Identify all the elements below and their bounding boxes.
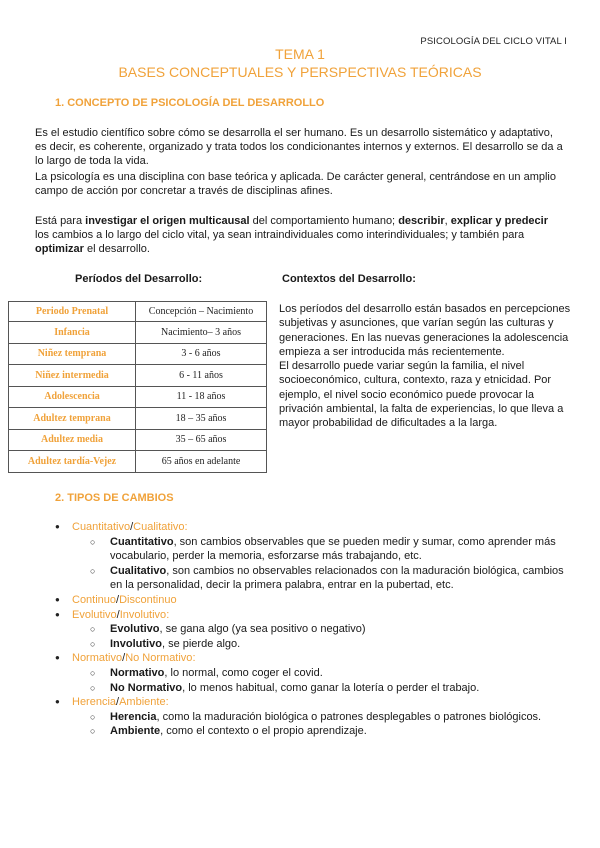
list-item [55, 608, 575, 652]
sub-description: , se pierde algo. [161, 637, 241, 650]
period-name: Infancia [9, 322, 136, 344]
period-age-range: Concepción – Nacimiento [136, 302, 267, 322]
change-types-list [55, 520, 575, 739]
contexts-paragraph-2: El desarrollo puede variar según la familia, el nivel socioeconómico, cultura, contexto, raza y etnicidad. Por ejemplo, el nivel socio económico puede provocar la privación ambiental, la falta de experiencias, lo que lleva a mayor probabilidad de dificultades a la larga. [279, 360, 564, 430]
sub-description: , son cambios no observables relacionados con la maduración biológica, cambios en la personalidad, decir la primera palabra, entrar en la pubertad, etc. [110, 564, 564, 592]
change-type-b: Involutivo [119, 608, 167, 621]
course-header: PSICOLOGÍA DEL CICLO VITAL I [420, 36, 567, 47]
table-row [9, 302, 267, 322]
item-suffix: : [184, 521, 188, 533]
separator: / [130, 521, 134, 533]
period-age-range: 35 – 65 años [136, 429, 267, 451]
change-type-a: Continuo [72, 593, 117, 606]
sub-description: , como la maduración biológica o patrones desplegables o patrones biológicos. [156, 710, 542, 723]
period-name: Adultez temprana [9, 408, 136, 430]
list-item [55, 593, 575, 608]
sub-list-item [72, 637, 575, 652]
contexts-paragraph-1: Los períodos del desarrollo están basados en percepciones subjetivas y asunciones, que varían según las culturas y generaciones. En las nuevas generaciones la adolescencia empieza a ser introducida más recientemente. [279, 303, 571, 358]
change-type-b: Cualitativo [133, 521, 185, 533]
sub-list [72, 622, 575, 651]
period-name: Adultez media [9, 429, 136, 451]
sub-list [72, 666, 575, 695]
table-row [9, 365, 267, 387]
change-type-a: Evolutivo [72, 608, 117, 621]
sub-description: , son cambios observables que se pueden medir y sumar, como aprender más vocabulario, perder la memoria, esforzarse más trabajando, etc. [110, 535, 556, 563]
separator: / [116, 696, 120, 709]
separator: / [122, 652, 126, 665]
table-row [9, 408, 267, 430]
list-item [55, 651, 575, 695]
definition-paragraph: Es el estudio científico sobre cómo se desarrolla el ser humano. Es un desarrollo sistemático y adaptativo, es decir, es coherente, organizado y trata todos los condicionantes internos y externos. El desarrollo se da a lo largo de toda la vida. [35, 127, 563, 167]
list-item [55, 520, 575, 593]
sub-description: , lo normal, como coger el covid. [164, 666, 323, 679]
table-row [9, 386, 267, 408]
sub-term: No Normativo [110, 681, 183, 694]
sub-list-item [72, 681, 575, 696]
sub-list [72, 535, 575, 593]
list-item [55, 695, 575, 739]
sub-list [72, 710, 575, 739]
period-age-range: 6 - 11 años [136, 365, 267, 387]
sub-term: Cualitativo [110, 564, 167, 577]
table-row [9, 343, 267, 365]
page-title: TEMA 1 [275, 46, 325, 62]
period-age-range: 3 - 6 años [136, 343, 267, 365]
period-name: Niñez temprana [9, 343, 136, 365]
sub-list-item [72, 666, 575, 681]
sub-term: Evolutivo [110, 623, 160, 636]
separator: / [116, 593, 120, 606]
change-type-a: Normativo [72, 652, 123, 665]
sub-description: , lo menos habitual, como ganar la lotería o perder el trabajo. [182, 681, 480, 694]
sub-term: Cuantitativo [110, 535, 174, 548]
change-type-b: Discontinuo [119, 593, 177, 606]
sub-term: Involutivo [110, 637, 162, 650]
contexts-heading: Contextos del Desarrollo: [282, 273, 416, 285]
page-subtitle: BASES CONCEPTUALES Y PERSPECTIVAS TEÓRICAS [118, 64, 482, 80]
section-1-heading: 1. CONCEPTO DE PSICOLOGÍA DEL DESARROLLO [55, 97, 325, 109]
item-suffix: : [192, 652, 196, 665]
periods-heading: Períodos del Desarrollo: [75, 273, 203, 285]
sub-term: Herencia [110, 710, 157, 723]
table-row [9, 429, 267, 451]
contexts-text [279, 302, 571, 431]
sub-list-item [72, 564, 575, 593]
period-name: Adolescencia [9, 386, 136, 408]
period-age-range: 18 – 35 años [136, 408, 267, 430]
change-type-a: Cuantitativo [72, 521, 131, 533]
period-name: Niñez intermedia [9, 365, 136, 387]
period-age-range: 11 - 18 años [136, 386, 267, 408]
period-age-range: Nacimiento– 3 años [136, 322, 267, 344]
sub-list-item [72, 622, 575, 637]
sub-description: , como el contexto o el propio aprendizaje. [160, 725, 367, 738]
item-suffix: : [166, 608, 170, 621]
change-type-b: Ambiente [119, 696, 166, 709]
change-type-a: Herencia [72, 696, 117, 709]
period-age-range: 65 años en adelante [136, 451, 267, 473]
period-name: Adultez tardía-Vejez [9, 451, 136, 473]
discipline-paragraph: La psicología es una disciplina con base teórica y aplicada. De carácter general, centrándose en un amplio campo de acción por concretar a través de disciplinas afines. [35, 171, 556, 197]
table-row [9, 451, 267, 473]
sub-list-item [72, 535, 575, 564]
section-2-heading: 2. TIPOS DE CAMBIOS [55, 492, 174, 504]
change-type-b: No Normativo [125, 652, 193, 665]
sub-list-item [72, 724, 575, 739]
sub-list-item [72, 710, 575, 725]
period-name: Periodo Prenatal [9, 302, 136, 322]
purpose-paragraph: Está para investigar el origen multicausal del comportamiento humano; describir, explicar y predecir los cambios a lo largo del ciclo vital, ya sean intraindividuales como interindividuales; y también para optimizar el desarrollo. [35, 215, 549, 255]
sub-description: , se gana algo (ya sea positivo o negativo) [159, 623, 366, 636]
item-suffix: : [165, 696, 169, 709]
sub-term: Normativo [110, 666, 165, 679]
table-row [9, 322, 267, 344]
sub-term: Ambiente [110, 725, 161, 738]
separator: / [116, 608, 120, 621]
periods-table [8, 301, 267, 473]
